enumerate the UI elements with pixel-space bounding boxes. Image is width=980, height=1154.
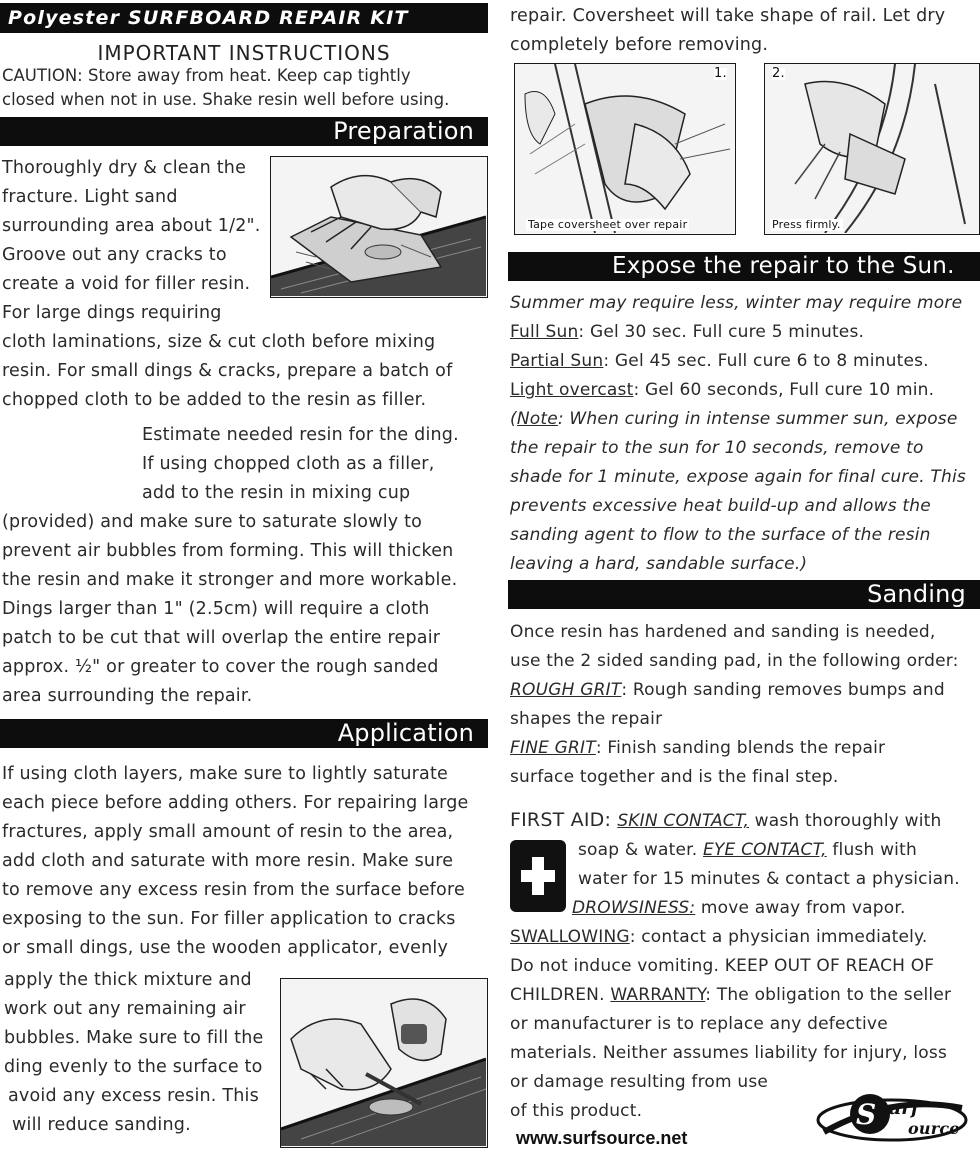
app-line: bubbles. Make sure to fill the — [4, 1028, 264, 1048]
light-overcast-text: : Gel 60 seconds, Full cure 10 min. — [633, 380, 935, 400]
children-text: CHILDREN. — [510, 985, 611, 1005]
svg-text:S: S — [856, 1098, 877, 1131]
eye-contact-text: flush with — [826, 840, 917, 860]
app-line: avoid any excess resin. This — [8, 1086, 259, 1106]
kit-title-bar — [0, 3, 488, 33]
prep-line: create a void for filler resin. — [2, 274, 251, 294]
drowsiness-text: move away from vapor. — [695, 898, 906, 918]
note-line: prevents excessive heat build-up and allows the — [510, 496, 931, 516]
prep-line: patch to be cut that will overlap the entire repair — [2, 628, 441, 648]
skin-contact-label: SKIN CONTACT, — [617, 811, 750, 831]
prep-line: fracture. Light sand — [2, 187, 178, 207]
first-aid-cross-icon — [510, 840, 566, 912]
full-sun-text: : Gel 30 sec. Full cure 5 minutes. — [578, 322, 865, 342]
application-heading: Application — [337, 719, 474, 747]
light-overcast-line — [510, 376, 934, 405]
fine-grit-line — [510, 734, 885, 763]
app-line: will reduce sanding. — [12, 1115, 191, 1135]
fine-grit-label: FINE GRIT — [510, 738, 596, 758]
rough-grit-text: : Rough sanding removes bumps and — [621, 680, 945, 700]
note-line: shade for 1 minute, expose again for final cure. This — [510, 467, 966, 487]
prep-line: add to the resin in mixing cup — [142, 483, 411, 503]
warranty-text: : The obligation to the seller — [705, 985, 952, 1005]
prep-line: surrounding area about 1/2". — [2, 216, 261, 236]
app-line: fractures, apply small amount of resin to the area, — [2, 822, 454, 842]
fig1-caption: Tape coversheet over repair — [528, 218, 688, 231]
app-line: If using cloth layers, make sure to lightly saturate — [2, 764, 448, 784]
prep-line: Groove out any cracks to — [2, 245, 227, 265]
svg-text:ource: ource — [908, 1119, 960, 1138]
full-sun-label: Full Sun — [510, 322, 579, 342]
app-line: add cloth and saturate with more resin. Make sure — [2, 851, 454, 871]
coversheet-tape-illustration — [514, 63, 736, 235]
rough-grit-line — [510, 676, 945, 705]
warranty-line — [510, 981, 951, 1010]
partial-sun-text: : Gel 45 sec. Full cure 6 to 8 minutes. — [603, 351, 929, 371]
skin-contact-text-2: soap & water. — [578, 840, 704, 860]
sun-heading-bar — [508, 252, 980, 281]
application-heading-bar — [0, 719, 488, 748]
prep-line: prevent air bubbles from forming. This will thicken — [2, 541, 454, 561]
prep-line: the resin and make it stronger and more workable. — [2, 570, 458, 590]
note-text: : When curing in intense summer sun, expose — [557, 409, 958, 429]
prep-line: (provided) and make sure to saturate slowly to — [2, 512, 423, 532]
preparation-heading: Preparation — [333, 117, 474, 145]
prep-line: For large dings requiring — [2, 303, 222, 323]
rough-grit-line-2: shapes the repair — [510, 709, 663, 729]
surf-source-logo — [812, 1086, 972, 1148]
vomit-line: Do not induce vomiting. KEEP OUT OF REACH OF — [510, 956, 935, 976]
sanding-heading-bar — [508, 580, 980, 609]
first-aid-prefix: FIRST AID: — [510, 809, 618, 831]
swallowing-label: SWALLOWING — [510, 927, 630, 947]
fig2-number: 2. — [772, 66, 785, 81]
prep-line: cloth laminations, size & cut cloth before mixing — [2, 332, 436, 352]
app-line: apply the thick mixture and — [4, 970, 252, 990]
rough-grit-label: ROUGH GRIT — [510, 680, 622, 700]
prep-line: Estimate needed resin for the ding. — [142, 425, 459, 445]
partial-sun-line — [510, 347, 929, 376]
website-link[interactable]: www.surfsource.net — [516, 1128, 688, 1148]
app-line: exposing to the sun. For filler application to cracks — [2, 909, 456, 929]
sanding-hand-illustration — [270, 156, 488, 298]
app-line: or small dings, use the wooden applicator, evenly — [2, 938, 449, 958]
first-aid-line — [510, 806, 941, 836]
fig1-number: 1. — [714, 66, 727, 81]
note-open: ( — [510, 409, 517, 429]
swallowing-line — [510, 923, 928, 952]
fine-grit-line-2: surface together and is the final step. — [510, 767, 839, 787]
full-sun-line — [510, 318, 864, 347]
fig2-caption: Press firmly. — [772, 218, 841, 231]
sanding-heading: Sanding — [867, 580, 966, 608]
skin-contact-text: wash thoroughly with — [749, 811, 942, 831]
partial-sun-label: Partial Sun — [510, 351, 604, 371]
note-line — [510, 405, 958, 434]
closing-line: materials. Neither assumes liability for injury, loss — [510, 1043, 948, 1063]
prep-line: area surrounding the repair. — [2, 686, 253, 706]
sun-intro: Summer may require less, winter may require more — [510, 293, 963, 313]
prep-line: resin. For small dings & cracks, prepare a batch of — [2, 361, 453, 381]
caution-line-2: closed when not in use. Shake resin well before using. — [2, 90, 450, 109]
note-line: leaving a hard, sandable surface.) — [510, 554, 808, 574]
kit-title: Polyester SURFBOARD REPAIR KIT — [8, 7, 409, 29]
closing-line: of this product. — [510, 1101, 643, 1121]
fine-grit-text: : Finish sanding blends the repair — [595, 738, 886, 758]
warranty-label: WARRANTY — [610, 985, 706, 1005]
preparation-heading-bar — [0, 117, 488, 146]
app-line: work out any remaining air — [4, 999, 246, 1019]
applicator-hand-illustration — [280, 978, 488, 1148]
prep-line: chopped cloth to be added to the resin as filler. — [2, 390, 427, 410]
closing-line: or manufacturer is to replace any defective — [510, 1014, 888, 1034]
app-line: each piece before adding others. For repairing large — [2, 793, 469, 813]
note-label: Note — [516, 409, 558, 429]
sun-heading: Expose the repair to the Sun. — [612, 253, 955, 279]
eye-contact-label: EYE CONTACT, — [703, 840, 827, 860]
swallowing-text: : contact a physician immediately. — [629, 927, 928, 947]
drowsiness-line — [572, 894, 906, 923]
drowsiness-label: DROWSINESS: — [572, 898, 696, 918]
prep-line: Dings larger than 1" (2.5cm) will require a cloth — [2, 599, 430, 619]
app-line: ding evenly to the surface to — [4, 1057, 263, 1077]
coversheet-line-1: repair. Coversheet will take shape of rail. Let dry — [510, 6, 946, 26]
prep-line: approx. ½" or greater to cover the rough sanded — [2, 657, 439, 677]
closing-line: or damage resulting from use — [510, 1072, 769, 1092]
note-line: sanding agent to flow to the surface of the resin — [510, 525, 931, 545]
note-line: the repair to the sun for 10 seconds, remove to — [510, 438, 924, 458]
svg-text:urf: urf — [888, 1098, 919, 1119]
prep-line: If using chopped cloth as a filler, — [142, 454, 435, 474]
prep-line: Thoroughly dry & clean the — [2, 158, 247, 178]
sanding-line: Once resin has hardened and sanding is needed, — [510, 622, 936, 642]
caution-line-1: CAUTION: Store away from heat. Keep cap tightly — [2, 66, 411, 85]
skin-contact-line-2 — [578, 836, 917, 865]
eye-contact-line-2: water for 15 minutes & contact a physician. — [578, 869, 960, 889]
app-line: to remove any excess resin from the surface before — [2, 880, 465, 900]
light-overcast-label: Light overcast — [510, 380, 634, 400]
sanding-line: use the 2 sided sanding pad, in the following order: — [510, 651, 959, 671]
instructions-subtitle: IMPORTANT INSTRUCTIONS — [97, 41, 391, 65]
press-firmly-illustration — [764, 63, 980, 235]
coversheet-line-2: completely before removing. — [510, 35, 769, 55]
